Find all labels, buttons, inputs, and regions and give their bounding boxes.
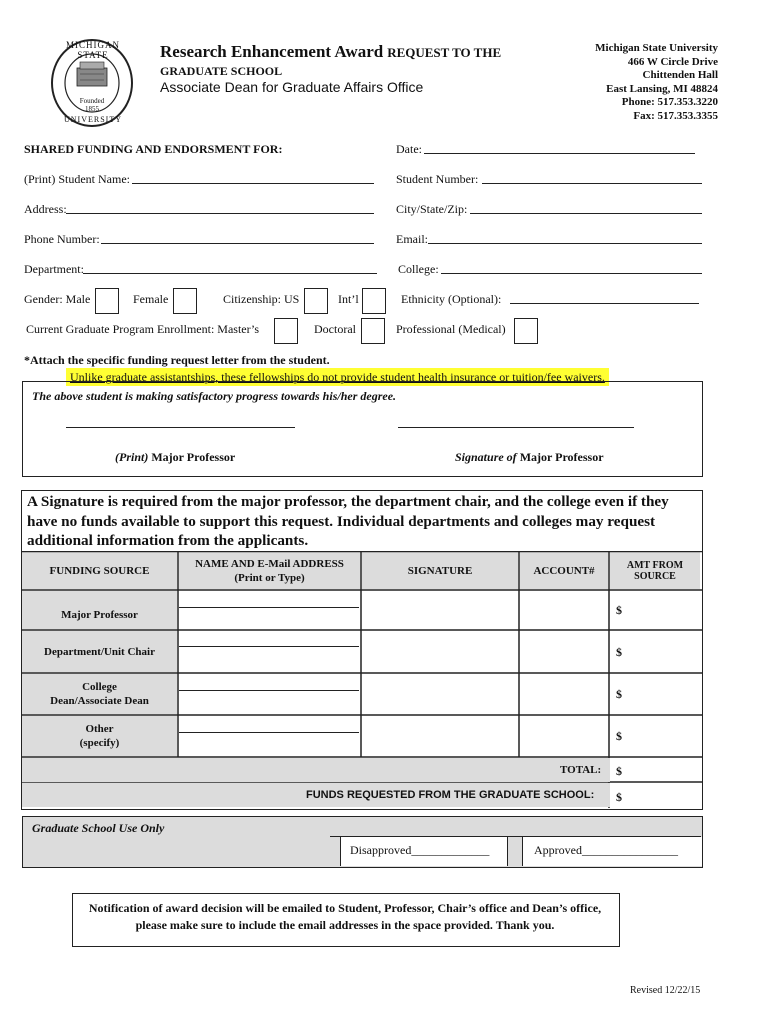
department-field[interactable] xyxy=(83,273,377,274)
form-subtitle: Associate Dean for Graduate Affairs Office xyxy=(160,79,424,95)
highlight-note-text: Unlike graduate assistantships, these fellowships do not provide student health insurance or tuition/fee waivers. xyxy=(70,370,605,384)
signature-notice: A Signature is required from the major professor, the department chair, and the college even if they have no funds available to support this request. Individual departments and colleges may request additional information from the applicants. xyxy=(27,493,669,550)
print-professor-label xyxy=(115,450,235,465)
form-title xyxy=(160,42,501,62)
col-amount-line1: AMT FROM xyxy=(626,559,684,571)
col-amount xyxy=(610,552,700,589)
date-field[interactable] xyxy=(424,153,695,154)
row-other-line2: (specify) xyxy=(79,737,120,749)
chair-account-field[interactable] xyxy=(520,631,608,672)
signature-professor-field[interactable] xyxy=(398,427,634,428)
major-professor-signature-field[interactable] xyxy=(362,591,518,629)
other-amount[interactable]: $ xyxy=(616,729,622,743)
row-other-line1: Other xyxy=(85,723,114,735)
col-signature: SIGNATURE xyxy=(362,552,518,589)
date-label: Date: xyxy=(396,142,422,156)
doctoral-label: Doctoral xyxy=(314,322,356,336)
row-college-label xyxy=(22,674,177,714)
row-college-line2: Dean/Associate Dean xyxy=(50,695,149,707)
print-professor-label-rest: Major Professor xyxy=(148,450,236,464)
total-amount[interactable]: $ xyxy=(616,764,622,778)
professional-checkbox[interactable] xyxy=(514,318,538,344)
address-line4: East Lansing, MI 48824 xyxy=(606,82,718,95)
us-checkbox[interactable] xyxy=(304,288,328,314)
section-title: SHARED FUNDING AND ENDORSMENT FOR: xyxy=(24,142,283,156)
other-signature-field[interactable] xyxy=(362,716,518,756)
doctoral-checkbox[interactable] xyxy=(361,318,385,344)
revised-date: Revised 12/22/15 xyxy=(630,985,701,996)
college-label: College: xyxy=(398,262,439,276)
address-field[interactable] xyxy=(66,213,374,214)
city-label: City/State/Zip: xyxy=(396,202,468,216)
signature-professor-label-italic: Signature of xyxy=(455,450,517,464)
chair-email-field[interactable] xyxy=(179,647,359,671)
department-label: Department: xyxy=(24,262,84,276)
seal-bottom-text: UNIVERSITY xyxy=(64,115,122,124)
gender-label: Gender: Male xyxy=(24,292,91,306)
female-checkbox[interactable] xyxy=(173,288,197,314)
col-amount-line2: SOURCE xyxy=(634,570,676,582)
major-professor-email-field[interactable] xyxy=(179,608,359,628)
row-major-professor-label xyxy=(22,591,177,629)
approved-label: Approved________________ xyxy=(534,843,678,857)
enrollment-label: Current Graduate Program Enrollment: Master’s xyxy=(26,322,260,336)
row-other-label xyxy=(22,716,177,756)
college-name-field[interactable] xyxy=(179,674,359,691)
phone-field[interactable] xyxy=(101,243,374,244)
email-field[interactable] xyxy=(428,243,702,244)
address-line3: Chittenden Hall xyxy=(642,69,718,82)
student-number-label: Student Number: xyxy=(396,172,479,186)
signature-professor-label-rest: Major Professor xyxy=(516,450,604,464)
grad-use-title: Graduate School Use Only xyxy=(32,821,165,835)
print-professor-field[interactable] xyxy=(66,427,295,428)
col-funding-source: FUNDING SOURCE xyxy=(22,552,177,589)
chair-amount[interactable]: $ xyxy=(616,645,622,659)
college-amount[interactable]: $ xyxy=(616,687,622,701)
university-address xyxy=(595,42,718,124)
other-email-field[interactable] xyxy=(179,733,359,755)
total-row xyxy=(22,758,610,782)
phone-label: Phone Number: xyxy=(24,232,100,246)
city-field[interactable] xyxy=(470,213,702,214)
seal-top-text: MICHIGAN STATE xyxy=(66,40,120,60)
address-phone: Phone: 517.353.3220 xyxy=(621,96,718,109)
seal-founded: Founded xyxy=(79,97,105,105)
professional-label: Professional (Medical) xyxy=(396,322,506,336)
row-label-line1: Major Professor xyxy=(61,609,138,621)
col-name-email xyxy=(179,552,360,589)
notification-text: Notification of award decision will be emailed to Student, Professor, Chair’s office and Dean’s office, please make sure to include the email addresses in the space provided. Thank you. xyxy=(88,901,602,932)
requested-label: FUNDS REQUESTED FROM THE GRADUATE SCHOOL: xyxy=(306,789,595,801)
other-account-field[interactable] xyxy=(520,716,608,756)
requested-amount[interactable]: $ xyxy=(616,790,622,804)
college-account-field[interactable] xyxy=(520,674,608,714)
col-name-line2: (Print or Type) xyxy=(234,571,305,584)
disapproved-label: Disapproved_____________ xyxy=(350,843,490,857)
ethnicity-field[interactable] xyxy=(510,303,699,304)
address-line1: Michigan State University xyxy=(595,42,718,54)
intl-checkbox[interactable] xyxy=(362,288,386,314)
college-email-field[interactable] xyxy=(179,691,359,713)
student-name-field[interactable] xyxy=(132,183,374,184)
student-number-field[interactable] xyxy=(482,183,702,184)
female-label: Female xyxy=(133,292,169,306)
print-professor-label-italic: (Print) xyxy=(115,450,149,464)
col-name-line1: NAME AND E-Mail ADDRESS xyxy=(195,557,344,570)
major-professor-amount[interactable]: $ xyxy=(616,603,622,617)
total-label: TOTAL: xyxy=(560,764,602,776)
row-college-line1: College xyxy=(82,681,117,693)
title-line2: GRADUATE SCHOOL xyxy=(160,64,283,78)
title-rest: REQUEST TO THE xyxy=(387,45,502,60)
attach-note: *Attach the specific funding request letter from the student. xyxy=(24,353,330,367)
signature-professor-label xyxy=(455,450,604,465)
other-name-field[interactable] xyxy=(179,716,359,733)
address-line2: 466 W Circle Drive xyxy=(627,55,718,68)
masters-checkbox[interactable] xyxy=(274,318,298,344)
seal-year: 1855 xyxy=(85,105,99,113)
email-label: Email: xyxy=(396,232,428,246)
chair-signature-field[interactable] xyxy=(362,631,518,672)
ethnicity-label: Ethnicity (Optional): xyxy=(401,292,502,306)
major-professor-account-field[interactable] xyxy=(520,591,608,629)
college-signature-field[interactable] xyxy=(362,674,518,714)
male-checkbox[interactable] xyxy=(95,288,119,314)
address-label: Address: xyxy=(24,202,67,216)
intl-label: Int’l xyxy=(338,292,359,306)
major-professor-name-field[interactable] xyxy=(179,591,359,608)
address-fax: Fax: 517.353.3355 xyxy=(633,109,718,122)
chair-name-field[interactable] xyxy=(179,631,359,647)
citizenship-label: Citizenship: US xyxy=(223,292,300,306)
student-name-label: (Print) Student Name: xyxy=(24,172,130,186)
college-field[interactable] xyxy=(441,273,702,274)
row-department-chair-label: Department/Unit Chair xyxy=(22,631,177,672)
progress-statement: The above student is making satisfactory progress towards his/her degree. xyxy=(32,389,397,403)
title-bold: Research Enhancement Award xyxy=(160,42,384,61)
col-account: ACCOUNT# xyxy=(520,552,608,589)
